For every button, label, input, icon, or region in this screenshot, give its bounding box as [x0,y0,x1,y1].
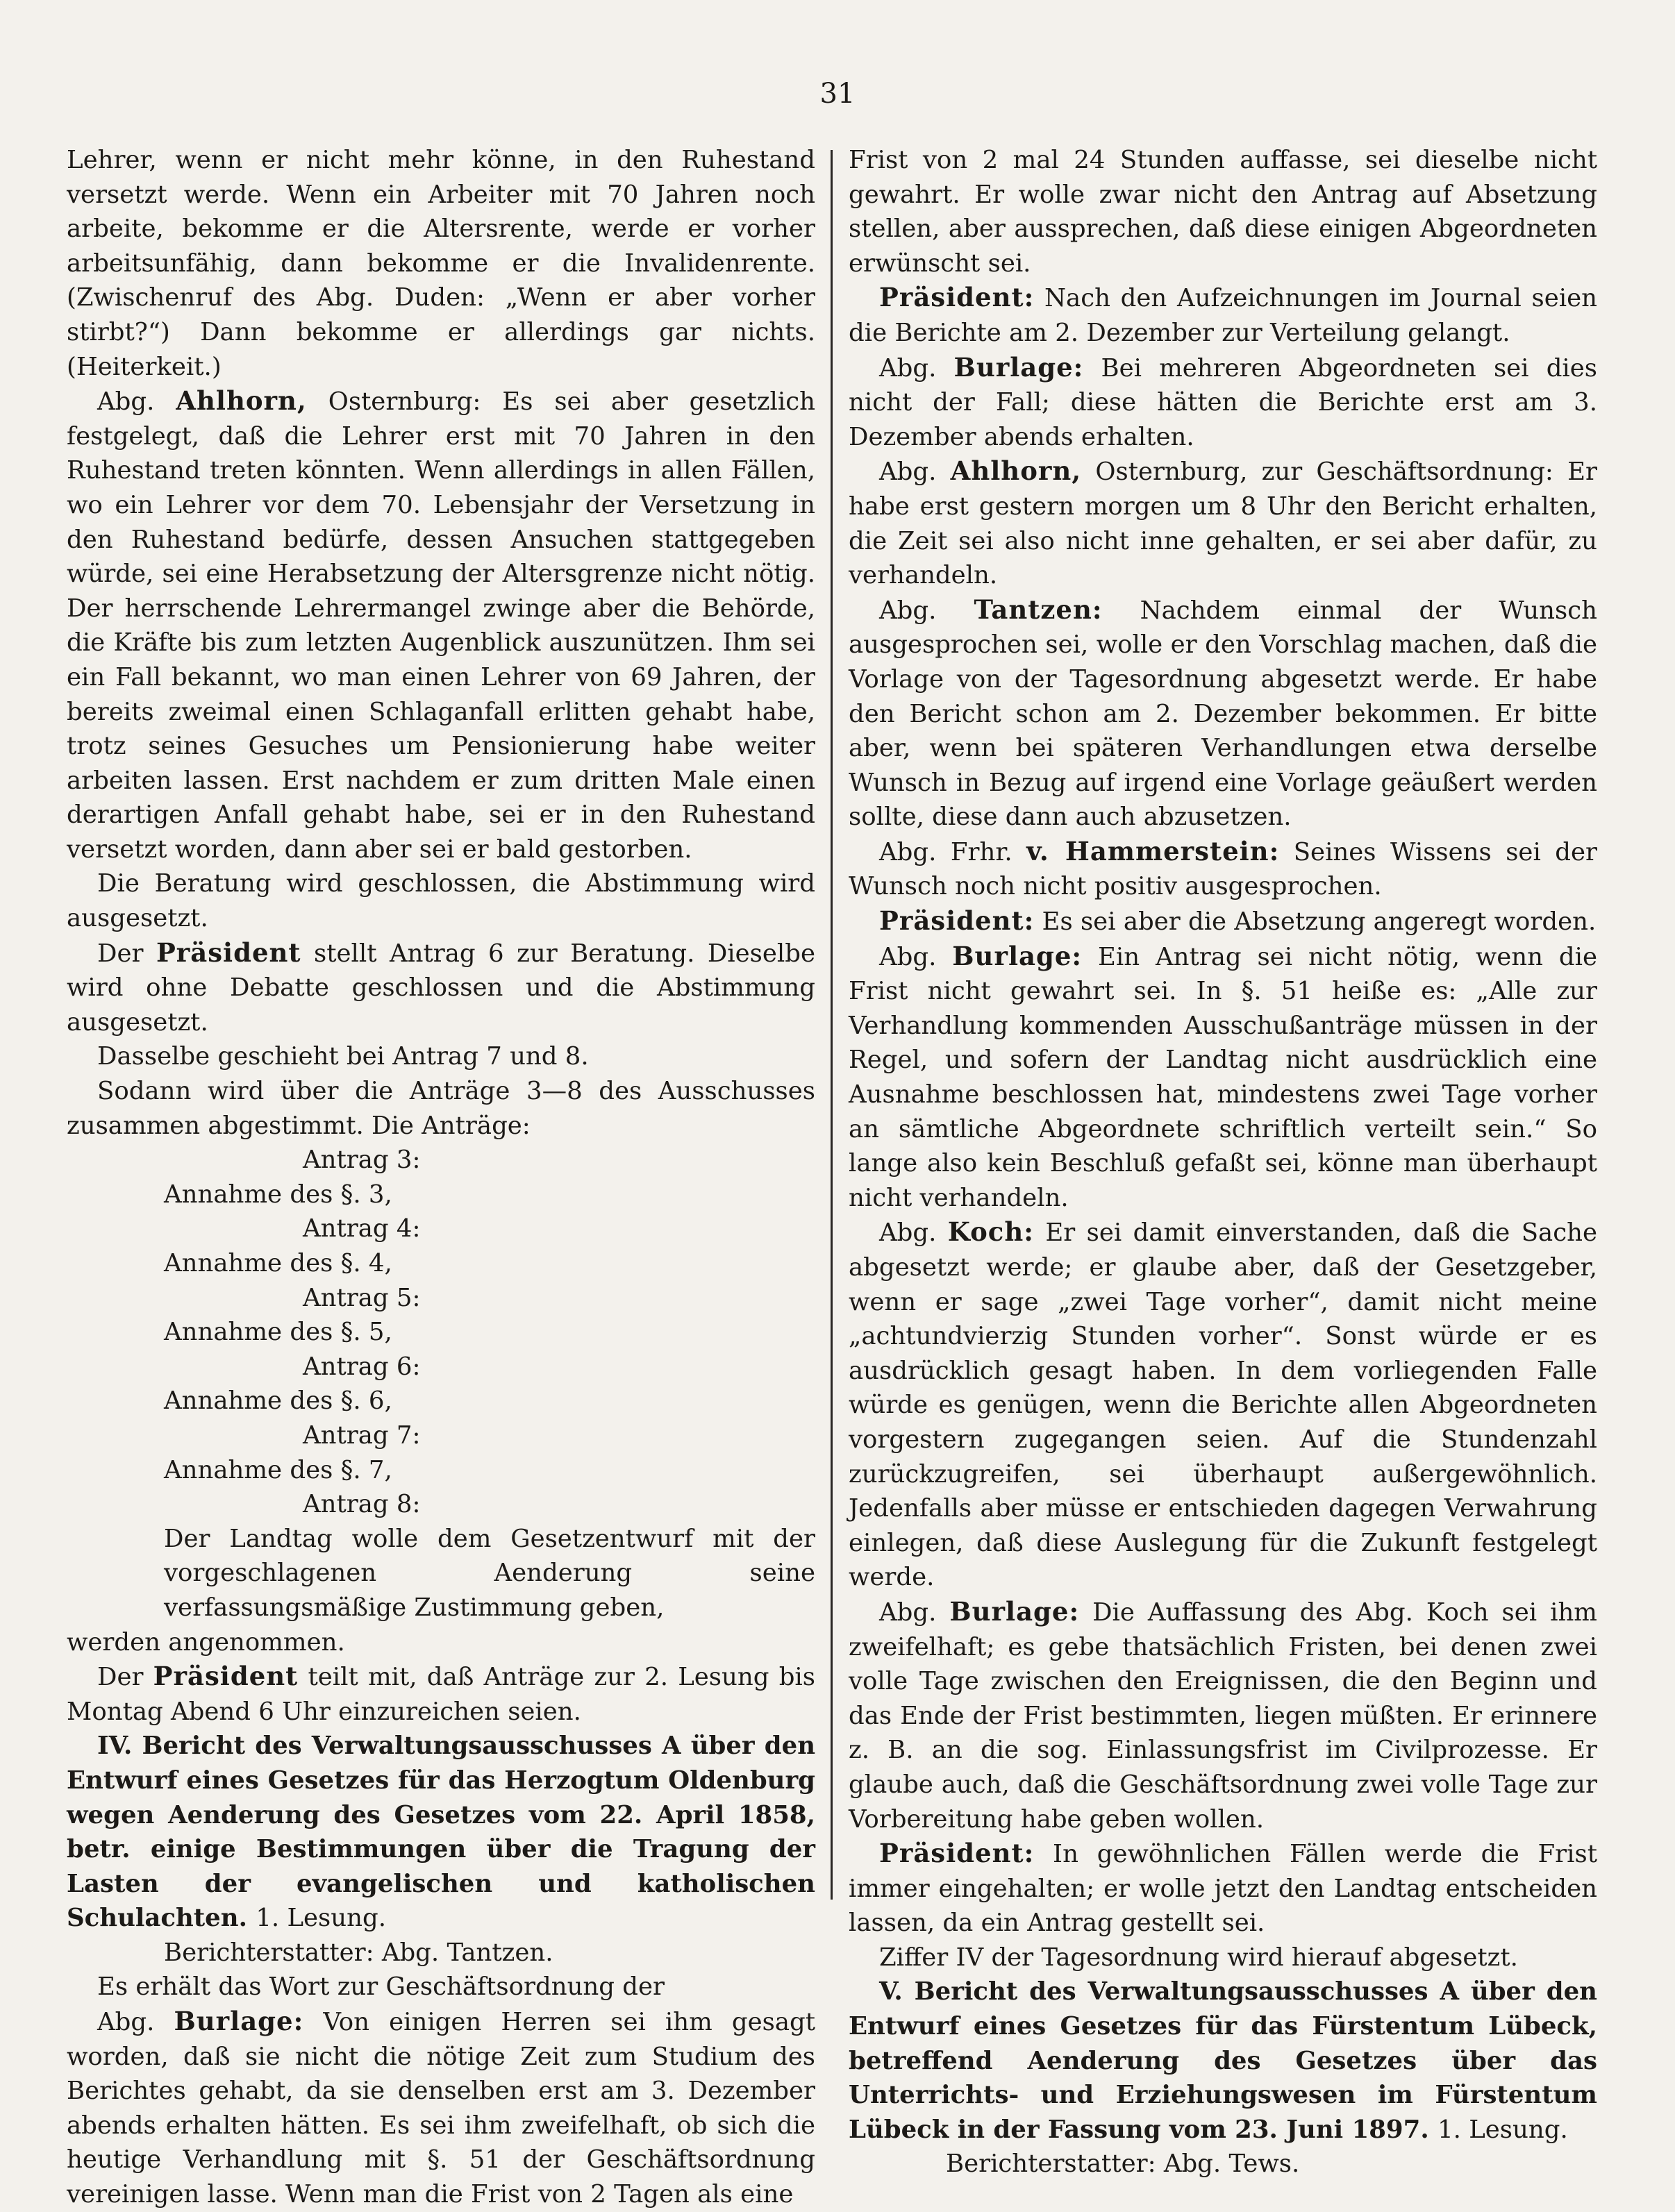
left-column [67,143,815,2212]
speaker-name: Ahlhorn, [950,455,1082,487]
speech-paragraph [849,1215,1597,1595]
speech-paragraph [67,936,815,1040]
speech-text: Nachdem einmal der Wunsch ausgesprochen sei, wolle er den Vorschlag machen, daß die Vorlage von der Tagesordnung abgesetzt werde. Er habe den Bericht schon am 2. Dezember bekommen. Er bitte aber, wenn bei späteren Verhandlungen etwa derselbe Wunsch in Bezug auf irgend eine Vorlage geäußert werden sollte, diese dann auch abzusetzen. [849,596,1597,832]
speaker-name: v. Hammerstein: [1026,835,1280,866]
paragraph: Die Beratung wird geschlossen, die Abstimmung wird ausgesetzt. [67,869,815,933]
speaker-prefix: Abg. [879,942,937,971]
column-divider [831,150,833,1900]
section-heading-text: V. Bericht des Verwaltungsausschusses A über den Entwurf eines Gesetzes für das Fürstentum Lübeck, betreffend Aenderung des Gesetzes über das Unterrichts- und Erziehungswesen im Fürstentum Lübeck in der Fassung vom 23. Juni 1897. [849,1977,1597,2144]
speaker-prefix: Abg. [879,458,937,487]
annahme-label: Annahme des §. 7, [164,1455,392,1484]
speaker-name: Präsident: [879,905,1035,937]
speech-text: Seines Wissens sei der Wunsch noch nicht positiv ausgesprochen. [849,837,1597,901]
speaker-prefix: Abg. [879,353,937,383]
speech-paragraph [849,835,1597,904]
speech-text: Er sei damit einverstanden, daß die Sache abgesetzt werde; er glaube aber, daß der Gesetzgeber, wenn er sage „zwei Tage vorher“, damit nicht meine „achtundvierzig Stunden vorher“. Sonst würde er es ausdrücklich gesagt haben. In dem vorliegenden Falle würde es genügen, wenn die Berichte allen Abgeordneten vorgestern zugegangen seien. Auf die Stundenzahl zurückzugreifen, sei überhaupt außergewöhnlich. Jedenfalls aber müsse er entschieden dagegen Verwahrung einlegen, daß diese Auslegung für die Zukunft festgelegt werde. [849,1218,1597,1592]
speech-paragraph [67,1659,815,1729]
annahme-label: Annahme des §. 5, [164,1318,392,1347]
speech-text: Osternburg: Es sei aber gesetzlich festgelegt, daß die Lehrer erst mit 70 Jahren in den Ruhestand treten könnten. Wenn allerdings in allen Fällen, wo ein Lehrer vor dem 70. Lebensjahr der Versetzung in den Ruhestand bedürfe, dessen Ansuchen stattgegeben würde, sei eine Herabsetzung der Altersgrenze nicht nötig. Der herrschende Lehrermangel zwinge aber die Behörde, die Kräfte bis zum letzten Augenblick auszunützen. Ihm sei ein Fall bekannt, wo man einen Lehrer von 69 Jahren, der bereits zweimal einen Schlaganfall erlitten gehabt habe, trotz seines Gesuches um Pensionierung habe weiter arbeiten lassen. Erst nachdem er zum dritten Male einen derartigen Anfall gehabt habe, sei er in den Ruhestand versetzt worden, dann aber sei er bald gestorben. [67,387,815,864]
reading-label: 1. Lesung. [256,1904,387,1933]
right-column [849,143,1597,2181]
speaker-name: Burlage: [949,1595,1080,1627]
speaker-name: Präsident: [879,1838,1035,1869]
antrag-label: Antrag 7: [303,1421,421,1450]
antrag-label: Antrag 8: [303,1490,421,1519]
speaker-prefix: Abg. [879,1218,937,1248]
annahme-label: Annahme des §. 6, [164,1386,392,1416]
section-heading [67,1729,815,1936]
speaker-name: Präsident [156,937,301,968]
speaker-prefix: Abg. Frhr. [879,837,1012,866]
speech-paragraph [849,593,1597,835]
speech-text: In gewöhnlichen Fällen werde die Frist immer eingehalten; er wolle jetzt den Landtag entscheiden lassen, da ein Antrag gestellt sei. [849,1840,1597,1938]
paragraph: Sodann wird über die Anträge 3—8 des Ausschusses zusammen abgestimmt. Die Anträge: [67,1077,815,1140]
paragraph: werden angenommen. [67,1627,345,1657]
rapporteur: Berichterstatter: Abg. Tantzen. [164,1938,553,1967]
speech-text: Die Auffassung des Abg. Koch sei ihm zweifelhaft; es gebe thatsächlich Fristen, bei denen zwei volle Tage zwischen den Ereignissen, die den Beginn und das Ende der Frist bestimmten, liegen müßten. Er erinnere z. B. an die sog. Einlassungsfrist im Civilprozesse. Er glaube auch, daß die Geschäftsordnung zwei volle Tage zur Vorbereitung habe geben wollen. [849,1598,1597,1834]
speaker-prefix: Der [97,1663,144,1692]
speech-text: Nach den Aufzeichnungen im Journal seien die Berichte am 2. Dezember zur Verteilung gelangt. [849,284,1597,347]
rapporteur: Berichterstatter: Abg. Tews. [946,2150,1300,2179]
paragraph: Frist von 2 mal 24 Stunden auffasse, sei dieselbe nicht gewahrt. Er wolle zwar nicht den Antrag auf Absetzung stellen, aber aussprechen, daß diese einigen Abgeordneten erwünscht sei. [849,146,1597,278]
paragraph: Lehrer, wenn er nicht mehr könne, in den Ruhestand versetzt werde. Wenn ein Arbeiter mit 70 Jahren noch arbeite, bekomme er die Altersrente, werde er vorher arbeitsunfähig, dann bekomme er die Invalidenrente. (Zwischenruf des Abg. Duden: „Wenn er aber vorher stirbt?“) Dann bekomme er allerdings gar nichts. (Heiterkeit.) [67,146,815,381]
antrag-label: Antrag 4: [303,1214,421,1243]
speech-paragraph [67,384,815,866]
annahme-label: Annahme des §. 3, [164,1180,392,1209]
section-heading [849,1975,1597,2147]
page-number: 31 [819,78,856,110]
speaker-prefix: Der [97,939,144,968]
speech-text: stellt Antrag 6 zur Beratung. Dieselbe wird ohne Debatte geschlossen und die Abstimmung ausgesetzt. [67,939,815,1037]
reading-label: 1. Lesung. [1438,2115,1568,2144]
antrag-label: Antrag 5: [303,1283,421,1312]
speaker-prefix: Abg. [97,387,155,417]
speaker-name: Präsident [153,1661,299,1692]
speech-paragraph [849,351,1597,455]
speaker-name: Ahlhorn, [176,385,307,417]
speaker-prefix: Abg. [97,2008,155,2037]
speech-paragraph [849,1595,1597,1836]
speech-paragraph [849,904,1597,939]
speech-text: Von einigen Herren sei ihm gesagt worden, daß sie nicht die nötige Zeit zum Studium des Berichtes gehabt, da sie denselben erst am 3. Dezember abends erhalten hätten. Es sei ihm zweifelhaft, ob sich die heutige Verhandlung mit §. 51 der Geschäftsordnung vereinigen lasse. Wenn man die Frist von 2 Tagen als eine [67,2008,815,2209]
speaker-name: Burlage: [952,940,1083,971]
speaker-prefix: Abg. [879,1598,937,1627]
antrag-label: Antrag 6: [303,1352,421,1381]
speaker-name: Koch: [947,1216,1034,1248]
speaker-prefix: Abg. [879,596,937,625]
speaker-name: Burlage: [953,351,1084,383]
speaker-name: Präsident: [879,282,1035,313]
section-heading-text: IV. Bericht des Verwaltungsausschusses A über den Entwurf eines Gesetzes für das Herzogtum Oldenburg wegen Aenderung des Gesetzes vom 22. April 1858, betr. einige Bestimmungen über die Tragung der Lasten der evangelischen und katholischen Schulachten. [67,1732,815,1933]
speech-paragraph [849,280,1597,350]
speech-paragraph [849,454,1597,592]
speech-paragraph [67,2004,815,2212]
speech-paragraph [849,1836,1597,1941]
vote-list [67,1143,815,1522]
speaker-name: Tantzen: [974,594,1103,625]
paragraph: Ziffer IV der Tagesordnung wird hierauf abgesetzt. [879,1943,1518,1972]
speaker-name: Burlage: [174,2006,304,2037]
paragraph: Es erhält das Wort zur Geschäftsordnung der [97,1972,665,2002]
paragraph: Dasselbe geschieht bei Antrag 7 und 8. [97,1042,589,1071]
annahme-label: Annahme des §. 4, [164,1249,392,1277]
resolution-text: Der Landtag wolle dem Gesetzentwurf mit der vorgeschlagenen Aenderung seine verfassungsmäßige Zustimmung geben, [164,1524,815,1622]
speech-text: Es sei aber die Absetzung angeregt worden. [1042,907,1597,937]
speech-text: teilt mit, daß Anträge zur 2. Lesung bis Montag Abend 6 Uhr einzureichen seien. [67,1663,815,1726]
speech-text: Ein Antrag sei nicht nötig, wenn die Frist nicht gewahrt sei. In §. 51 heiße es: „Alle zur Verhandlung kommenden Ausschußanträge müssen in der Regel, und sofern der Landtag nicht ausdrücklich eine Ausnahme beschlossen hat, mindestens zwei Tage vorher an sämtliche Abgeordnete schriftlich verteilt sein.“ So lange also kein Beschluß gefaßt sei, könne man überhaupt nicht verhandeln. [849,942,1597,1212]
speech-paragraph [849,939,1597,1216]
speech-text: Osternburg, zur Geschäftsordnung: Er habe erst gestern morgen um 8 Uhr den Bericht erhalten, die Zeit sei also nicht inne gehalten, er sei aber dafür, zu verhandeln. [849,458,1597,590]
antrag-label: Antrag 3: [303,1146,421,1175]
speech-text: Bei mehreren Abgeordneten sei dies nicht der Fall; diese hätten die Berichte erst am 3. Dezember abends erhalten. [849,353,1597,451]
